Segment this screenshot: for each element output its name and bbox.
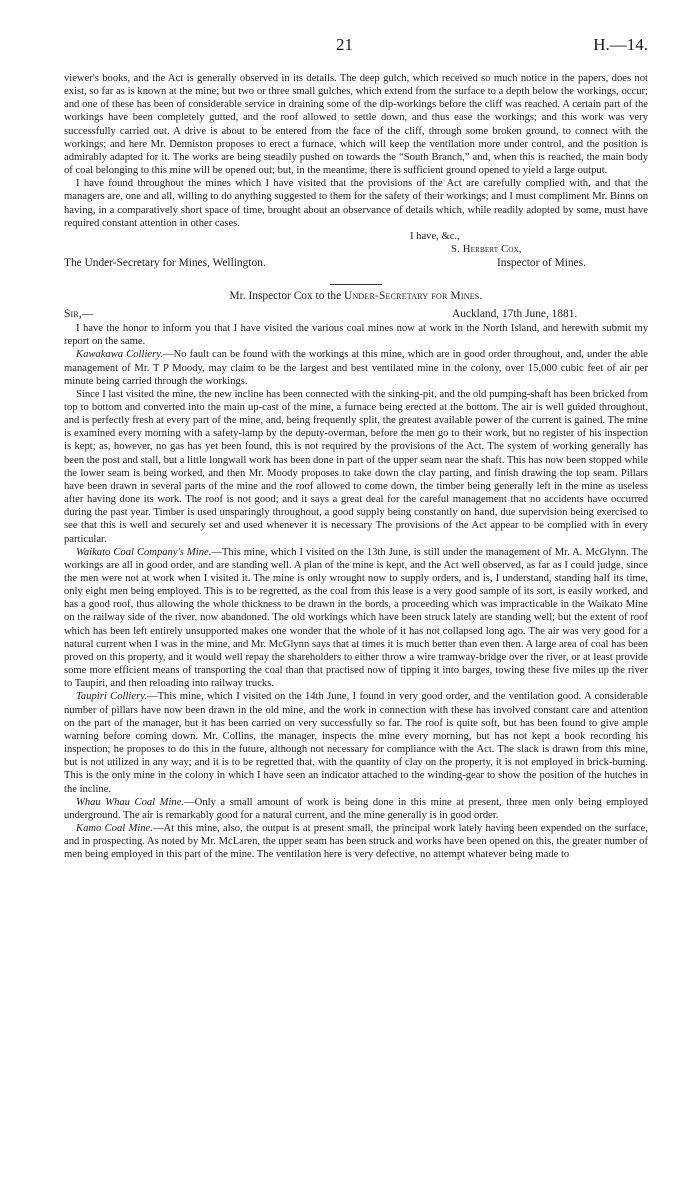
section-divider <box>330 284 382 285</box>
paragraph-kamo <box>64 822 648 861</box>
whau-whau-text: —Only a small amount of work is being done in this mine at present, three men only being employed underground. The air is remarkably good for a natural current, and the mine generally is in good order. <box>64 796 648 821</box>
page-number: 21 <box>336 35 353 54</box>
letter-heading <box>64 290 648 303</box>
taupiri-text: —This mine, which I visited on the 14th June, I found in very good order, and the ventilation good. A considerable number of pillars have now been drawn in the old mine, and the work in connection with these has involved constant care and attention on the part of the manager, but it has been carried on very successfully so far. The roof is quite soft, but has been found to give ample warning before coming down. Mr. Collins, the manager, inspects the mine every morning, but has not kept a book recording his inspection; he proposes to do this in the future, although not necessary for compliance with the Act. The slack is drawn from this mine, but is not utilized in any way; and it is to be regretted that, with the quantity of clay on the property, it is not employed in brick-burning. This is the only mine in the colony in which I have seen an indicator attached to the winding-gear to show the position of the hutches in the incline. <box>64 691 649 795</box>
kawakawa-text: —No fault can be found with the workings at this mine, which are in good order throughout, and, under the able management of Mr. T P Moody, may claim to be the largest and best ventilated mine in the colony, over 15,000 cubic feet of air per minute being carried through the workings. <box>64 349 648 387</box>
paragraph-waikato <box>64 546 648 691</box>
kamo-title: Kamo Coal Mine. <box>76 822 153 834</box>
kamo-text: —At this mine, also, the output is at present small, the principal work lately having been expended on the surface, and in prospecting. As noted by Mr. McLaren, the upper seam has been struck and works have been opened on this, the greater number of men being employed in this part of the mine. The ventilation here is very defective, no attempt whatever being made to <box>64 822 648 861</box>
paragraph-provisions: I have found throughout the mines which I have visited that the provisions of the Act are carefully complied with, and that the managers are, one and all, willing to do anything suggested to them for the safety of their workings; and I must compliment Mr. Binns on having, in a comparatively short space of time, brought about an observance of details which, while readily adopted by some, must have required constant attention in other cases. <box>64 178 648 229</box>
signature-block <box>64 230 648 282</box>
signer-name: S. Herbert Cox, <box>451 243 522 255</box>
taupiri-title: Taupiri Colliery. <box>76 691 147 703</box>
signer-title: Inspector of Mines. <box>497 256 586 269</box>
paragraph-taupiri <box>64 690 648 795</box>
paragraph-kawakawa <box>64 348 648 387</box>
salutation: Sir,— <box>64 308 94 321</box>
closing-phrase: I have, &c., <box>410 230 460 242</box>
letter-heading-prefix: Mr. Inspector Cox to the <box>229 289 345 302</box>
letter-heading-recipient: Under-Secretary for Mines. <box>344 289 483 302</box>
waikato-title: Waikato Coal Company's Mine. <box>76 546 212 558</box>
addressee: The Under-Secretary for Mines, Wellington. <box>64 256 266 269</box>
whau-whau-title: Whau Whau Coal Mine. <box>76 796 185 808</box>
waikato-text: —This mine, which I visited on the 13th June, is still under the management of Mr. A. McGlynn. The workings are all in good order, and are standing well. A plan of the mine is kept, and the Act well observed, as far as I could judge, since the men were not at work when I visited it. The mine is only wrought now to supply orders, and is, I understand, standing half its time, only eight men being employed. This is to be regretted, as the coal from this lease is a very good sample of its sort, is easily worked, and has a good roof, thus allowing the whole thickness to be drawn in the bords, a proceeding which was impracticable in the Waikato Mine on the railway side of the river, now abandoned. The old workings which have been struck lately are standing well; but the extent of roof which has been left entirely unsupported makes one wonder that the whole of it has not collapsed long ago. The air was very good for a natural current when I was in the mine, and Mr. McGlynn says that at times it is much better than even then. A large area of coal has been proved on this property, and it would well repay the shareholders to either throw a wire tramway-bridge over the river, or at least provide some more efficient means of transporting the coal than that practised now of tipping it into barges, towing these five miles up the river to Taupiri, and then reloading into railway trucks. <box>64 546 648 690</box>
paragraph-continued: viewer's books, and the Act is generally observed in its details. The deep gulch, which received so much notice in the papers, does not exist, so far as is known at the mine; but two or three small gulches, which extend from the surface to a depth below the workings, occur; and one of these has been of considerable service in draining some of the dip-workings before the cliff was reached. A certain part of the workings have been completely gutted, and the roof allowed to settle down, and thus ease the workings; and this work was very successfully carried out. A drive is about to be entered from the face of the cliff, through some broken ground, to connect with the workings; and here Mr. Denniston proposes to erect a furnace, which will keep the ventilation more under control, and the position is admirably adapted for it. The works are being steadily pushed on towards the “South Branch,” and, when this is reached, the main body of coal belonging to this mine will be opened out; but, in the meantime, there is sufficient ground opened to yield a large output. <box>64 73 648 177</box>
paragraph-whau-whau <box>64 796 648 822</box>
dateline: Auckland, 17th June, 1881. <box>452 308 578 321</box>
paragraph-intro: I have the honor to inform you that I have visited the various coal mines now at work in the North Island, and herewith submit my report on the same. <box>64 323 648 348</box>
kawakawa-title: Kawakawa Colliery. <box>76 349 163 361</box>
paragraph-kawakawa-continued: Since I last visited the mine, the new incline has been connected with the sinking-pit, and the old pumping-shaft has been bricked from top to bottom and converted into the main up-cast of the mine, a furnace being erected at the bottom. The air is well guided throughout, and is perfectly fresh at every part of the mine, and, being frequently split, the greatest available power of the current is gained. The mine is examined every morning with a safety-lamp by the deputy-overman, before the men go to their work, but no register of his inspection is kept; as, however, no gas has yet been found, this is not required by the provisions of the Act. The system of working generally has been the post and stall, but a little longwall work has been done in part of the upper seam near the shaft. This has now been stopped while the lower seam is being worked, and then Mr. Moody proposes to take down the clay parting, and finish drawing the top seam. Pillars have been drawn in several parts of the mine and the roof allowed to come down, the timber being generally left in the mine as useless after having done its work. The roof is not good; and it says a great deal for the careful management that no accidents have occurred during the past year. Timber is used unsparingly throughout, a good supply being constantly on hand, due supervision being exercised to see that this is well and securely set and used whenever it is necessary The provisions of the Act appear to be complied with in every particular. <box>64 388 648 545</box>
document-reference: H.—14. <box>593 35 648 54</box>
page-header <box>64 35 648 72</box>
